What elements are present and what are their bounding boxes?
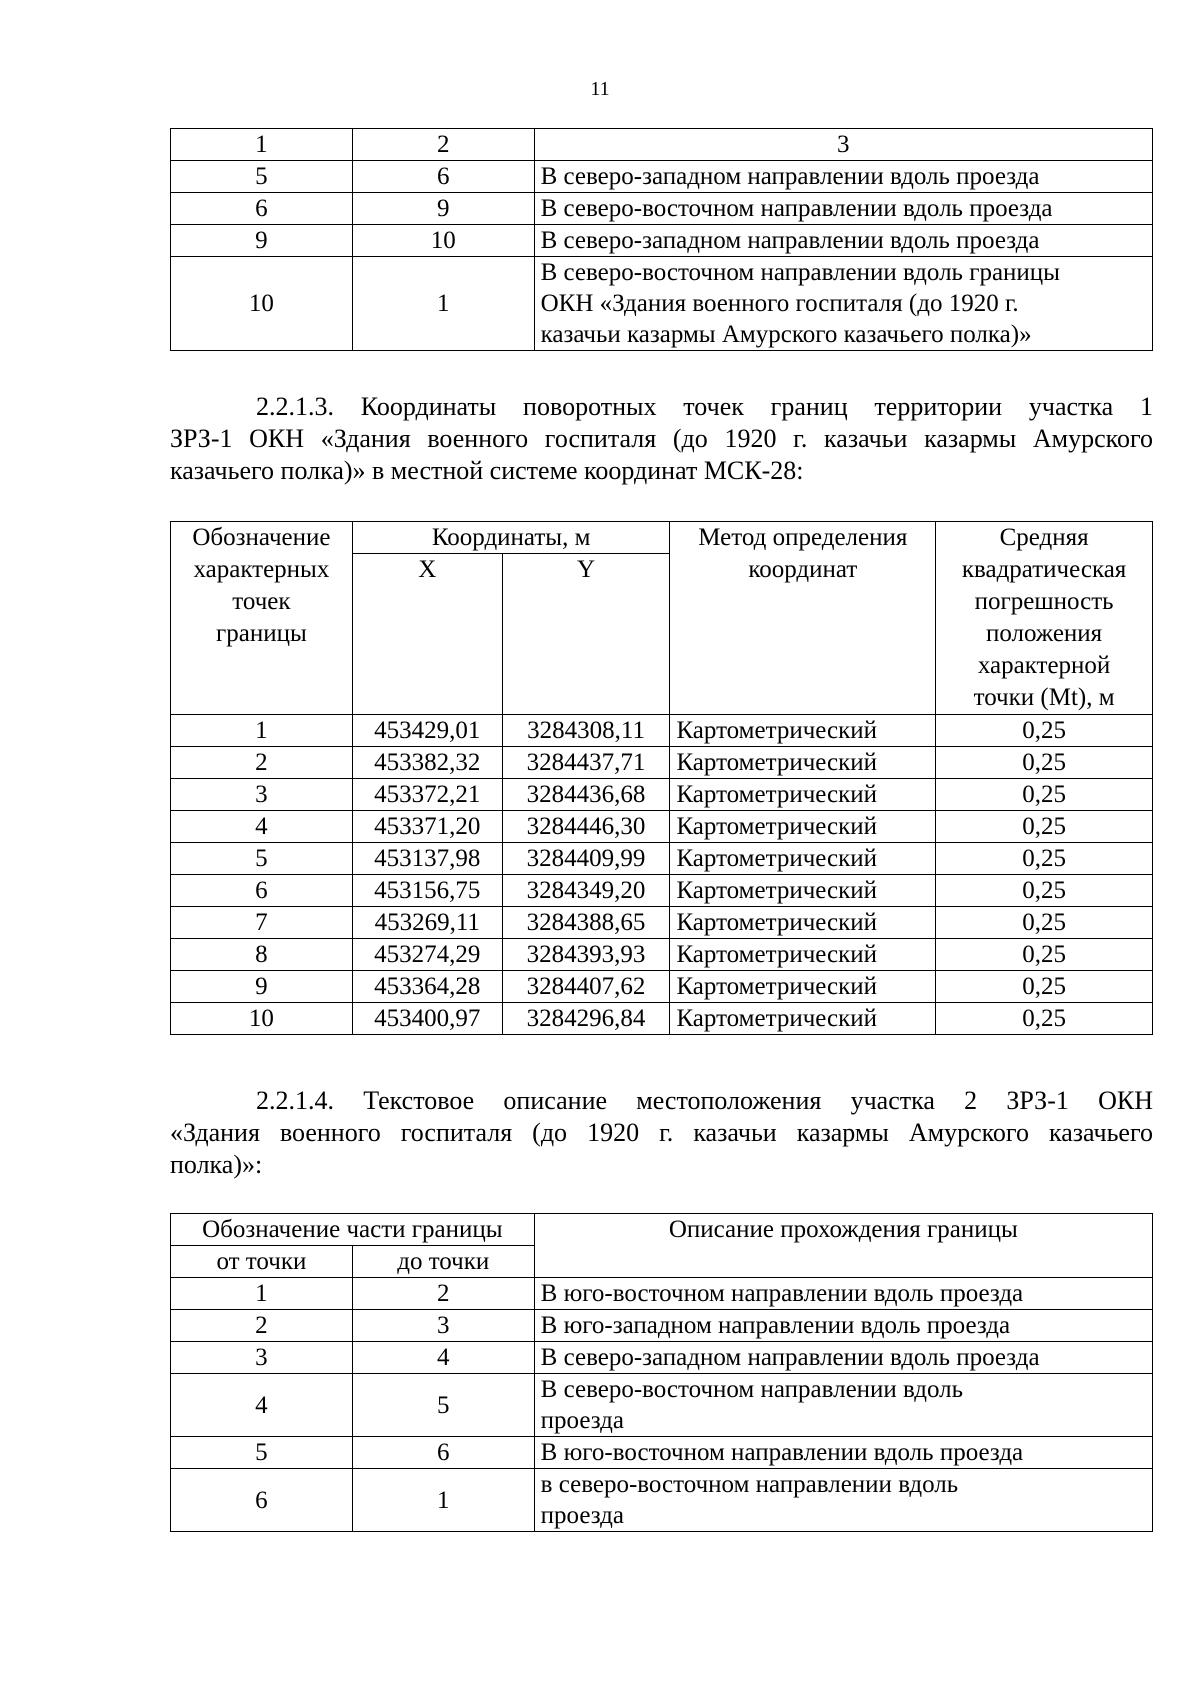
coordinates-table [170,521,1153,1035]
to-point-cell: 3 [352,1310,534,1342]
paragraph-line: 2.2.1.4. Текстовое описание местоположения участка 2 ЗРЗ-1 ОКН [256,1086,1153,1115]
x-coordinate-cell: 453429,01 [352,715,502,747]
header-line: границы [216,620,307,647]
point-number-cell: 3 [171,779,353,811]
table-row [171,1374,1153,1437]
y-coordinate-cell: 3284407,62 [502,971,670,1003]
description-cell: В северо-восточном направлении вдоль проезда [534,193,1152,225]
table-header-row [171,129,1153,161]
table-row [171,1437,1153,1469]
error-cell: 0,25 [936,939,1153,971]
x-coordinate-cell: 453137,98 [352,843,502,875]
method-cell: Картометрический [670,715,936,747]
table-cell: 2 [352,129,534,161]
header-line: характерной [977,652,1111,679]
header-line: координат [748,556,858,583]
paragraph-line: ЗРЗ-1 ОКН «Здания военного госпиталя (до 1920 г. казачьи казармы Амурского [170,424,1153,453]
description-cell [534,1374,1152,1437]
y-coordinate-cell: 3284437,71 [502,747,670,779]
x-coordinate-cell: 453364,28 [352,971,502,1003]
method-cell: Картометрический [670,939,936,971]
from-point-cell: 1 [171,1278,353,1310]
boundary-part-header: Обозначение части границы [171,1214,535,1246]
table-row [171,161,1153,193]
table-header-row [171,1214,1153,1246]
error-cell: 0,25 [936,715,1153,747]
table-row [171,843,1153,875]
y-coordinate-cell: 3284388,65 [502,907,670,939]
to-point-cell: 9 [352,193,534,225]
table-row [171,939,1153,971]
table-row [171,1278,1153,1310]
to-point-cell: 5 [352,1374,534,1437]
method-cell: Картометрический [670,875,936,907]
header-line: точки (Mt), м [973,684,1115,711]
point-designation-header [171,522,353,715]
section-paragraph-2-2-1-3 [170,391,1153,487]
y-coordinate-cell: 3284349,20 [502,875,670,907]
table-row [171,1342,1153,1374]
y-coordinate-cell: 3284296,84 [502,1003,670,1035]
method-cell: Картометрический [670,843,936,875]
to-point-cell: 4 [352,1342,534,1374]
x-coordinate-cell: 453371,20 [352,811,502,843]
header-line: погрешность [974,588,1114,615]
method-cell: Картометрический [670,811,936,843]
header-line: положения [985,620,1103,647]
point-number-cell: 2 [171,747,353,779]
table-row [171,1003,1153,1035]
boundary-description-header: Описание прохождения границы [534,1214,1152,1278]
x-coordinate-cell: 453400,97 [352,1003,502,1035]
to-point-cell: 10 [352,225,534,257]
to-point-cell: 2 [352,1278,534,1310]
error-cell: 0,25 [936,875,1153,907]
table-row [171,257,1153,351]
header-line: квадратическая [961,556,1127,583]
description-line: В северо-восточном направлении вдоль границы [540,259,1060,286]
header-line: характерных [193,556,330,583]
error-cell: 0,25 [936,1003,1153,1035]
paragraph-line: «Здания военного госпиталя (до 1920 г. казачьи казармы Амурского казачьего [170,1118,1153,1147]
error-cell: 0,25 [936,843,1153,875]
from-point-cell: 2 [171,1310,353,1342]
table-row [171,971,1153,1003]
header-line: Средняя [999,524,1089,551]
header-line: Метод определения [698,524,908,551]
method-cell: Картометрический [670,779,936,811]
table-row [171,875,1153,907]
boundary-description-table-2 [170,1213,1153,1532]
description-line: проезда [540,1407,624,1434]
to-point-header: до точки [352,1246,534,1278]
from-point-cell: 9 [171,225,353,257]
table-row [171,715,1153,747]
from-point-cell: 4 [171,1374,353,1437]
y-coordinate-cell: 3284446,30 [502,811,670,843]
point-number-cell: 4 [171,811,353,843]
point-number-cell: 7 [171,907,353,939]
point-number-cell: 10 [171,1003,353,1035]
to-point-cell: 1 [352,257,534,351]
to-point-cell: 6 [352,161,534,193]
x-coordinate-cell: 453382,32 [352,747,502,779]
description-line: казачьи казармы Амурского казачьего полка)» [540,321,1032,348]
description-cell: В юго-восточном направлении вдоль проезда [534,1437,1152,1469]
table-row [171,193,1153,225]
method-cell: Картометрический [670,1003,936,1035]
description-cell [534,257,1152,351]
description-line: проезда [540,1502,624,1529]
error-cell: 0,25 [936,971,1153,1003]
method-cell: Картометрический [670,747,936,779]
from-point-cell: 5 [171,161,353,193]
table-row [171,1469,1153,1532]
error-cell: 0,25 [936,907,1153,939]
y-coordinate-cell: 3284308,11 [502,715,670,747]
description-cell: В северо-западном направлении вдоль проезда [534,1342,1152,1374]
point-number-cell: 9 [171,971,353,1003]
section-paragraph-2-2-1-4 [170,1085,1153,1181]
x-coordinate-cell: 453156,75 [352,875,502,907]
y-coordinate-cell: 3284393,93 [502,939,670,971]
y-header: Y [502,554,670,715]
header-line: точек [232,588,291,615]
from-point-cell: 3 [171,1342,353,1374]
method-cell: Картометрический [670,971,936,1003]
point-number-cell: 6 [171,875,353,907]
error-header [936,522,1153,715]
table-cell: 3 [534,129,1152,161]
point-number-cell: 8 [171,939,353,971]
page-number: 11 [590,78,610,100]
table-row [171,1310,1153,1342]
paragraph-line: 2.2.1.3. Координаты поворотных точек границ территории участка 1 [256,392,1153,421]
method-header [670,522,936,715]
y-coordinate-cell: 3284409,99 [502,843,670,875]
table-row [171,747,1153,779]
error-cell: 0,25 [936,811,1153,843]
boundary-description-table-1 [170,128,1153,351]
table-cell: 1 [171,129,353,161]
to-point-cell: 1 [352,1469,534,1532]
x-coordinate-cell: 453269,11 [352,907,502,939]
table-row [171,907,1153,939]
description-cell [534,1469,1152,1532]
coordinates-header: Координаты, м [352,522,670,554]
paragraph-line: казачьего полка)» в местной системе координат МСК-28: [170,456,804,485]
point-number-cell: 1 [171,715,353,747]
x-coordinate-cell: 453274,29 [352,939,502,971]
header-line: Обозначение [192,524,331,551]
from-point-cell: 6 [171,193,353,225]
error-cell: 0,25 [936,747,1153,779]
from-point-cell: 6 [171,1469,353,1532]
x-coordinate-cell: 453372,21 [352,779,502,811]
from-point-header: от точки [171,1246,353,1278]
description-cell: В юго-западном направлении вдоль проезда [534,1310,1152,1342]
description-line: ОКН «Здания военного госпиталя (до 1920 г. [540,290,1019,317]
paragraph-line: полка)»: [170,1150,263,1179]
from-point-cell: 10 [171,257,353,351]
x-header: X [352,554,502,715]
y-coordinate-cell: 3284436,68 [502,779,670,811]
table-row [171,779,1153,811]
error-cell: 0,25 [936,779,1153,811]
point-number-cell: 5 [171,843,353,875]
description-line: В северо-восточном направлении вдоль [540,1376,964,1403]
description-line: в северо-восточном направлении вдоль [540,1471,959,1498]
table-row [171,225,1153,257]
description-cell: В юго-восточном направлении вдоль проезда [534,1278,1152,1310]
method-cell: Картометрический [670,907,936,939]
from-point-cell: 5 [171,1437,353,1469]
table-header-row [171,522,1153,554]
table-row [171,811,1153,843]
description-cell: В северо-западном направлении вдоль проезда [534,225,1152,257]
to-point-cell: 6 [352,1437,534,1469]
description-cell: В северо-западном направлении вдоль проезда [534,161,1152,193]
